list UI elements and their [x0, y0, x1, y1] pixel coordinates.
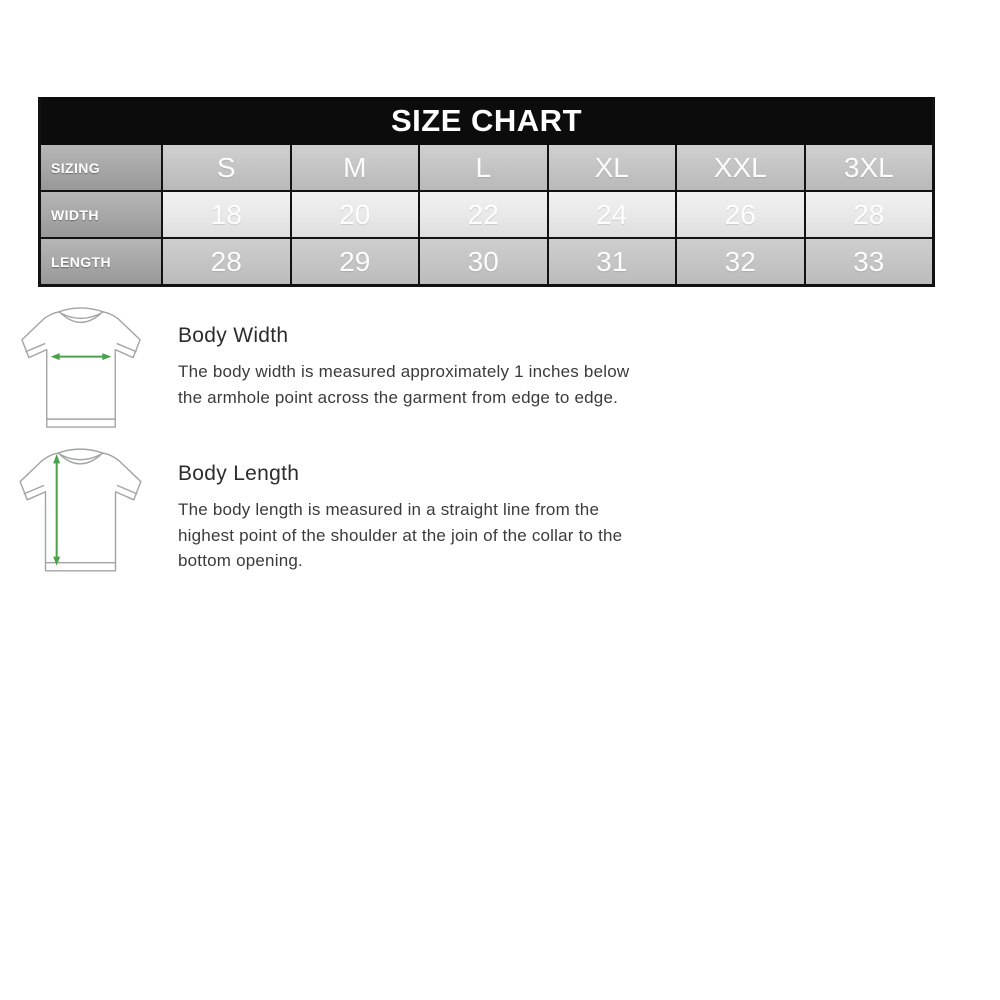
width-cell-l: 22	[420, 192, 547, 237]
sizing-cell-l: L	[420, 145, 547, 190]
sizing-cell-xl: XL	[549, 145, 676, 190]
body-width-guide	[178, 324, 634, 410]
tshirt-body-length-icon	[12, 441, 149, 583]
row-label-sizing: SIZING	[41, 145, 161, 190]
row-label-length: LENGTH	[41, 239, 161, 284]
body-length-description: The body length is measured in a straight line from the highest point of the shoulder at the join of the collar to the bottom opening.	[178, 500, 623, 570]
width-cell-3xl: 28	[806, 192, 933, 237]
length-cell-xl: 31	[549, 239, 676, 284]
size-chart-grid	[41, 145, 932, 284]
size-chart-table	[38, 97, 935, 287]
width-cell-xxl: 26	[677, 192, 804, 237]
body-width-heading: Body Width	[178, 324, 289, 347]
length-cell-m: 29	[292, 239, 419, 284]
width-cell-m: 20	[292, 192, 419, 237]
sizing-cell-3xl: 3XL	[806, 145, 933, 190]
sizing-cell-xxl: XXL	[677, 145, 804, 190]
body-length-guide	[178, 462, 634, 574]
body-length-heading: Body Length	[178, 462, 300, 485]
tshirt-body-width-icon	[14, 300, 148, 439]
sizing-cell-m: M	[292, 145, 419, 190]
width-cell-s: 18	[163, 192, 290, 237]
length-cell-3xl: 33	[806, 239, 933, 284]
sizing-cell-s: S	[163, 145, 290, 190]
row-label-width: WIDTH	[41, 192, 161, 237]
width-cell-xl: 24	[549, 192, 676, 237]
body-width-description: The body width is measured approximately 1 inches below the armhole point across the garment from edge to edge.	[178, 362, 630, 407]
length-cell-l: 30	[420, 239, 547, 284]
size-chart-title: SIZE CHART	[41, 97, 932, 145]
length-cell-s: 28	[163, 239, 290, 284]
length-cell-xxl: 32	[677, 239, 804, 284]
